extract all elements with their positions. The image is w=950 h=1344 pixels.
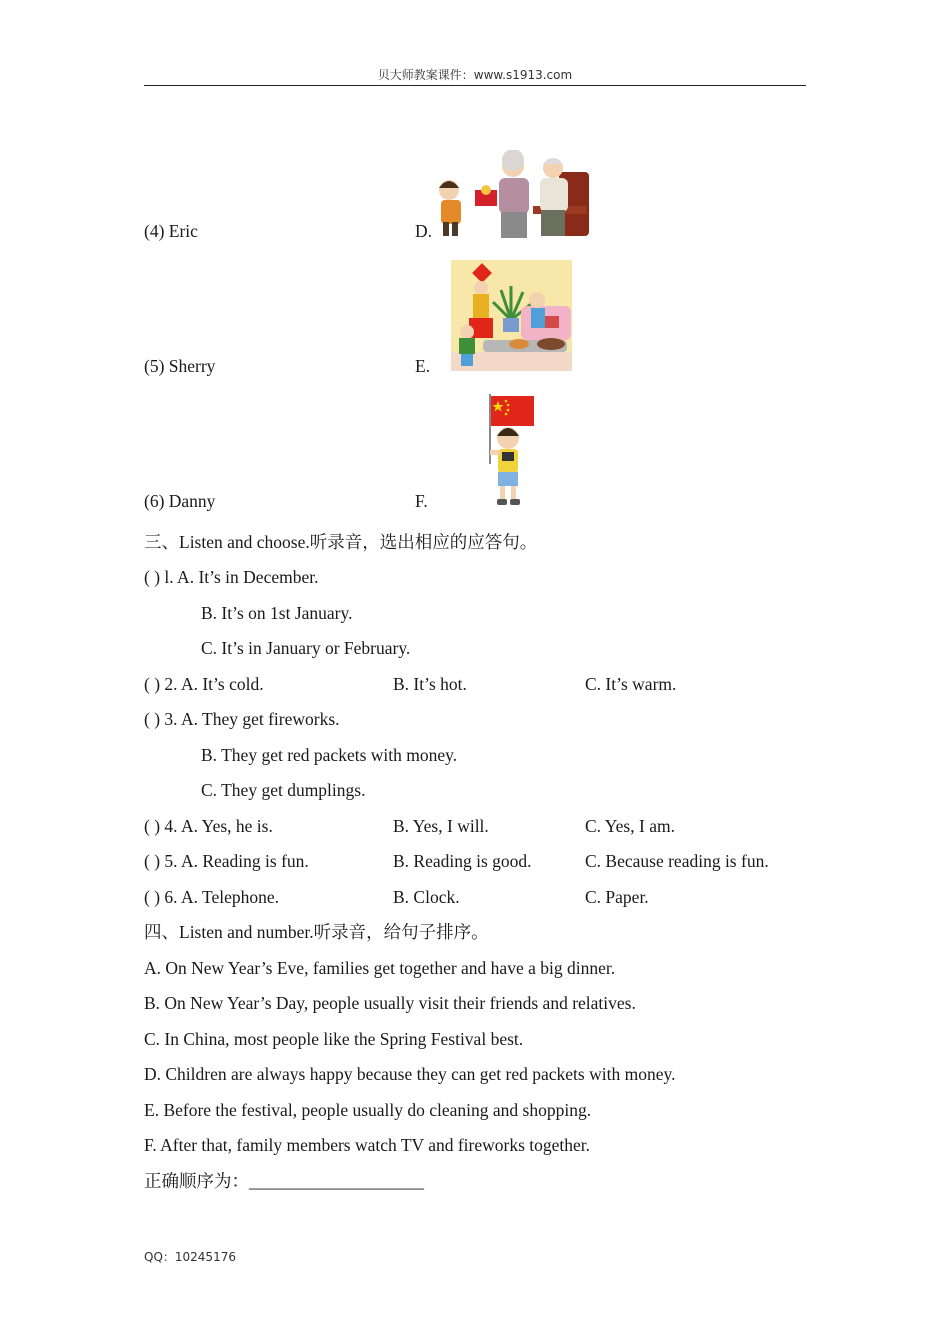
q2-option-c: C. It’s warm. xyxy=(585,674,677,694)
answer-blank[interactable]: ____________________ xyxy=(249,1171,424,1191)
q5-option-b: B. Reading is good. xyxy=(393,851,532,871)
sentence-f: F. After that, family members watch TV and fireworks together. xyxy=(144,1135,591,1155)
boy-with-flag-picture xyxy=(484,394,536,508)
q5-option-a: ( ) 5. A. Reading is fun. xyxy=(144,851,309,871)
q5-option-c: C. Because reading is fun. xyxy=(585,851,769,871)
section4-title: 四、Listen and number.听录音，给句子排序。 xyxy=(144,922,489,942)
match-name-sherry: (5) Sherry xyxy=(144,356,216,376)
section3-title: 三、Listen and choose.听录音，选出相应的应答句。 xyxy=(144,532,538,552)
q6-option-b: B. Clock. xyxy=(393,887,460,907)
q4-option-c: C. Yes, I am. xyxy=(585,816,675,836)
match-name-danny: (6) Danny xyxy=(144,491,216,511)
q4-option-a: ( ) 4. A. Yes, he is. xyxy=(144,816,273,836)
sentence-a: A. On New Year’s Eve, families get together and have a big dinner. xyxy=(144,958,616,978)
q3-stem: ( ) 3. A. They get fireworks. xyxy=(144,709,340,729)
match-name-eric: (4) Eric xyxy=(144,221,198,241)
q3-option-c: C. They get dumplings. xyxy=(201,780,366,800)
q2-option-a: ( ) 2. A. It’s cold. xyxy=(144,674,264,694)
match-letter-e: E. xyxy=(415,356,431,376)
sentence-c: C. In China, most people like the Spring Festival best. xyxy=(144,1029,524,1049)
festival-preparation-picture xyxy=(451,260,572,371)
page-footer: QQ：10245176 xyxy=(144,1250,236,1264)
header-divider xyxy=(144,85,806,86)
match-letter-f: F. xyxy=(415,491,428,511)
q1-option-c: C. It’s in January or February. xyxy=(201,638,411,658)
sentence-e: E. Before the festival, people usually do cleaning and shopping. xyxy=(144,1100,592,1120)
sentence-d: D. Children are always happy because they can get red packets with money. xyxy=(144,1064,676,1084)
answer-row xyxy=(144,1170,424,1192)
q4-option-b: B. Yes, I will. xyxy=(393,816,489,836)
q6-option-c: C. Paper. xyxy=(585,887,649,907)
giving-gift-picture xyxy=(437,150,592,238)
answer-label: 正确顺序为： xyxy=(144,1171,249,1191)
q6-option-a: ( ) 6. A. Telephone. xyxy=(144,887,280,907)
q2-option-b: B. It’s hot. xyxy=(393,674,467,694)
page-header: 贝大师教案课件：www.s1913.com xyxy=(377,68,573,82)
sentence-b: B. On New Year’s Day, people usually visit their friends and relatives. xyxy=(144,993,636,1013)
match-letter-d: D. xyxy=(415,221,433,241)
q3-option-b: B. They get red packets with money. xyxy=(201,745,458,765)
q1-stem: ( ) l. A. It’s in December. xyxy=(144,567,319,587)
q1-option-b: B. It’s on 1st January. xyxy=(201,603,353,623)
